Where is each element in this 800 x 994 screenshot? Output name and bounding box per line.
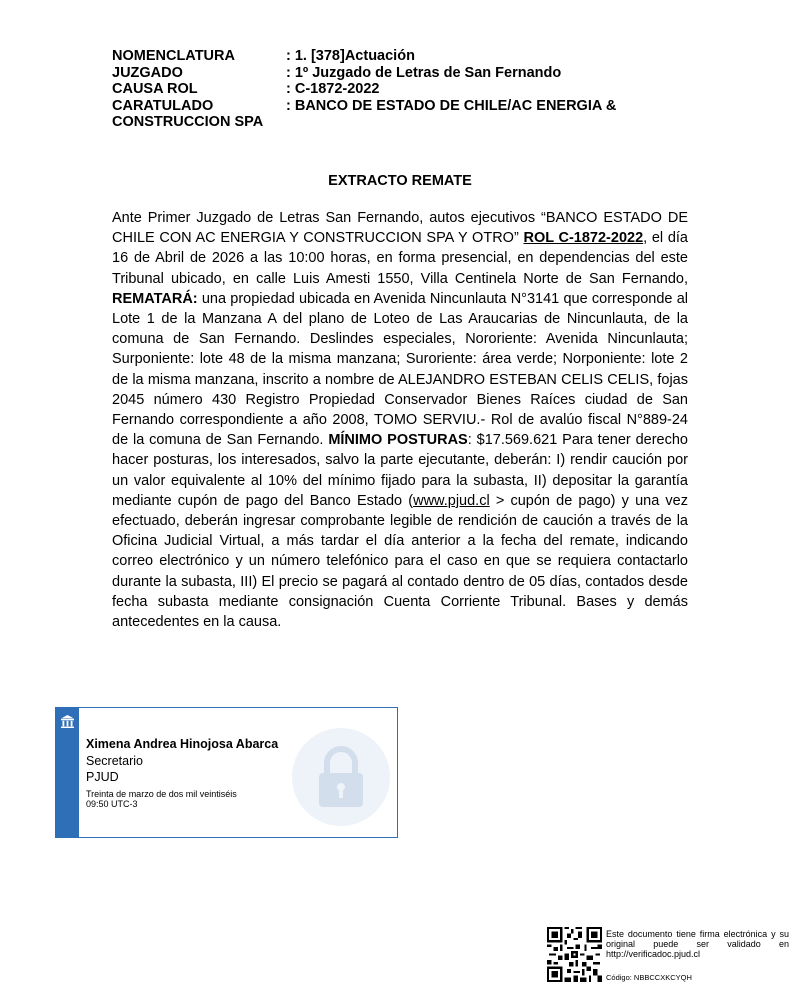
rematara-label: REMATARÁ: xyxy=(112,290,198,307)
header-row-juzgado xyxy=(112,65,712,82)
electronic-signature-box xyxy=(55,707,398,838)
document-header xyxy=(112,48,712,131)
header-label: CAUSA ROL xyxy=(112,81,198,97)
header-value: : BANCO DE ESTADO DE CHILE/AC ENERGIA & xyxy=(286,97,617,114)
qr-code-icon[interactable] xyxy=(547,927,602,982)
lock-icon xyxy=(291,727,391,827)
signer-organization: PJUD xyxy=(86,770,119,784)
text-segment: , el día 16 de Abril de 2026 a las 10:00 horas, en forma presencial, en dependencias del este Tribunal ubicado, en calle Luis Amesti 1550, Villa Centinela Norte de San Fernando, xyxy=(112,230,688,287)
signer-name: Ximena Andrea Hinojosa Abarca xyxy=(86,737,279,751)
signer-role: Secretario xyxy=(86,754,143,768)
header-row-nomenclatura xyxy=(112,48,712,65)
verification-note: Este documento tiene firma electrónica y su original puede ser validado en http://verificadoc.pjud.cl xyxy=(606,929,789,959)
document-title: EXTRACTO REMATE xyxy=(328,173,472,189)
case-rol: ROL C-1872-2022 xyxy=(523,230,644,247)
header-row-causa-rol xyxy=(112,81,712,98)
text-segment: > cupón de pago) y una vez efectuado, deberán ingresar comprobante legible de rendición de caución a través de la Oficina Judicial Virtual, a más tardar el día anterior a la fecha del remate, indicando correo electrónico y un número telefónico para el caso en que se requiera contactarlo durante la subasta, III) El precio se pagará al contado dentro de 05 días, contados desde fecha subasta mediante consignación Cuenta Corriente Tribunal. Bases y demás antecedentes en la causa. xyxy=(112,492,688,631)
bank-icon xyxy=(60,714,75,729)
text-segment: Ante Primer Juzgado de Letras San Fernando, autos ejecutivos “BANCO ESTADO DE CHILE CON AC ENERGIA Y CONSTRUCCION SPA Y OTRO” xyxy=(112,210,688,247)
pjud-link[interactable]: www.pjud.cl xyxy=(413,492,490,509)
verification-code: Código: NBBCCXKCYQH xyxy=(606,973,692,982)
header-label: NOMENCLATURA xyxy=(112,48,235,64)
header-continuation: CONSTRUCCION SPA xyxy=(112,114,264,130)
signature-date-text: Treinta de marzo de dos mil veintiséis xyxy=(86,789,237,799)
signature-date xyxy=(86,789,286,809)
header-row-caratulado xyxy=(112,98,712,115)
header-label: JUZGADO xyxy=(112,64,183,81)
header-label: CARATULADO xyxy=(112,97,214,114)
header-value: : 1º Juzgado de Letras de San Fernando xyxy=(286,64,562,81)
text-segment: : $17.569.621 Para tener derecho hacer posturas, los interesados, salvo la parte ejecutante, deberán: I) rendir caución por un valor equivalente al 10% del mínimo fijado para la subasta, II) depositar la garantía mediante cupón de pago del Banco Estado ( xyxy=(112,432,688,509)
auction-extract-text xyxy=(112,208,688,632)
header-value: : 1. [378]Actuación xyxy=(286,48,415,64)
signature-time-text: 09:50 UTC-3 xyxy=(86,799,138,809)
header-value: : C-1872-2022 xyxy=(286,81,380,97)
text-segment: una propiedad ubicada en Avenida Nincunlauta N°3141 que corresponde al Lote 1 de la Manzana A del plano de Loteo de Las Araucarias de Nincunlauta, de la comuna de San Fernando. Deslindes especiales, Nororiente: Avenida Nincunlauta; Surponiente: lote 48 de la misma manzana; Suroriente: área verde; Norponiente: lote 2 de la misma manzana, inscrito a nombre de ALEJANDRO ESTEBAN CELIS CELIS, fojas 2045 número 430 Registro Propiedad Conservador Bienes Raíces ciudad de San Fernando correspondiente a año 2008, TOMO SERVIU.- Rol de avalúo fiscal N°889-24 de la comuna de San Fernando. xyxy=(112,290,688,449)
minimo-posturas-label: MÍNIMO POSTURAS xyxy=(328,432,468,449)
